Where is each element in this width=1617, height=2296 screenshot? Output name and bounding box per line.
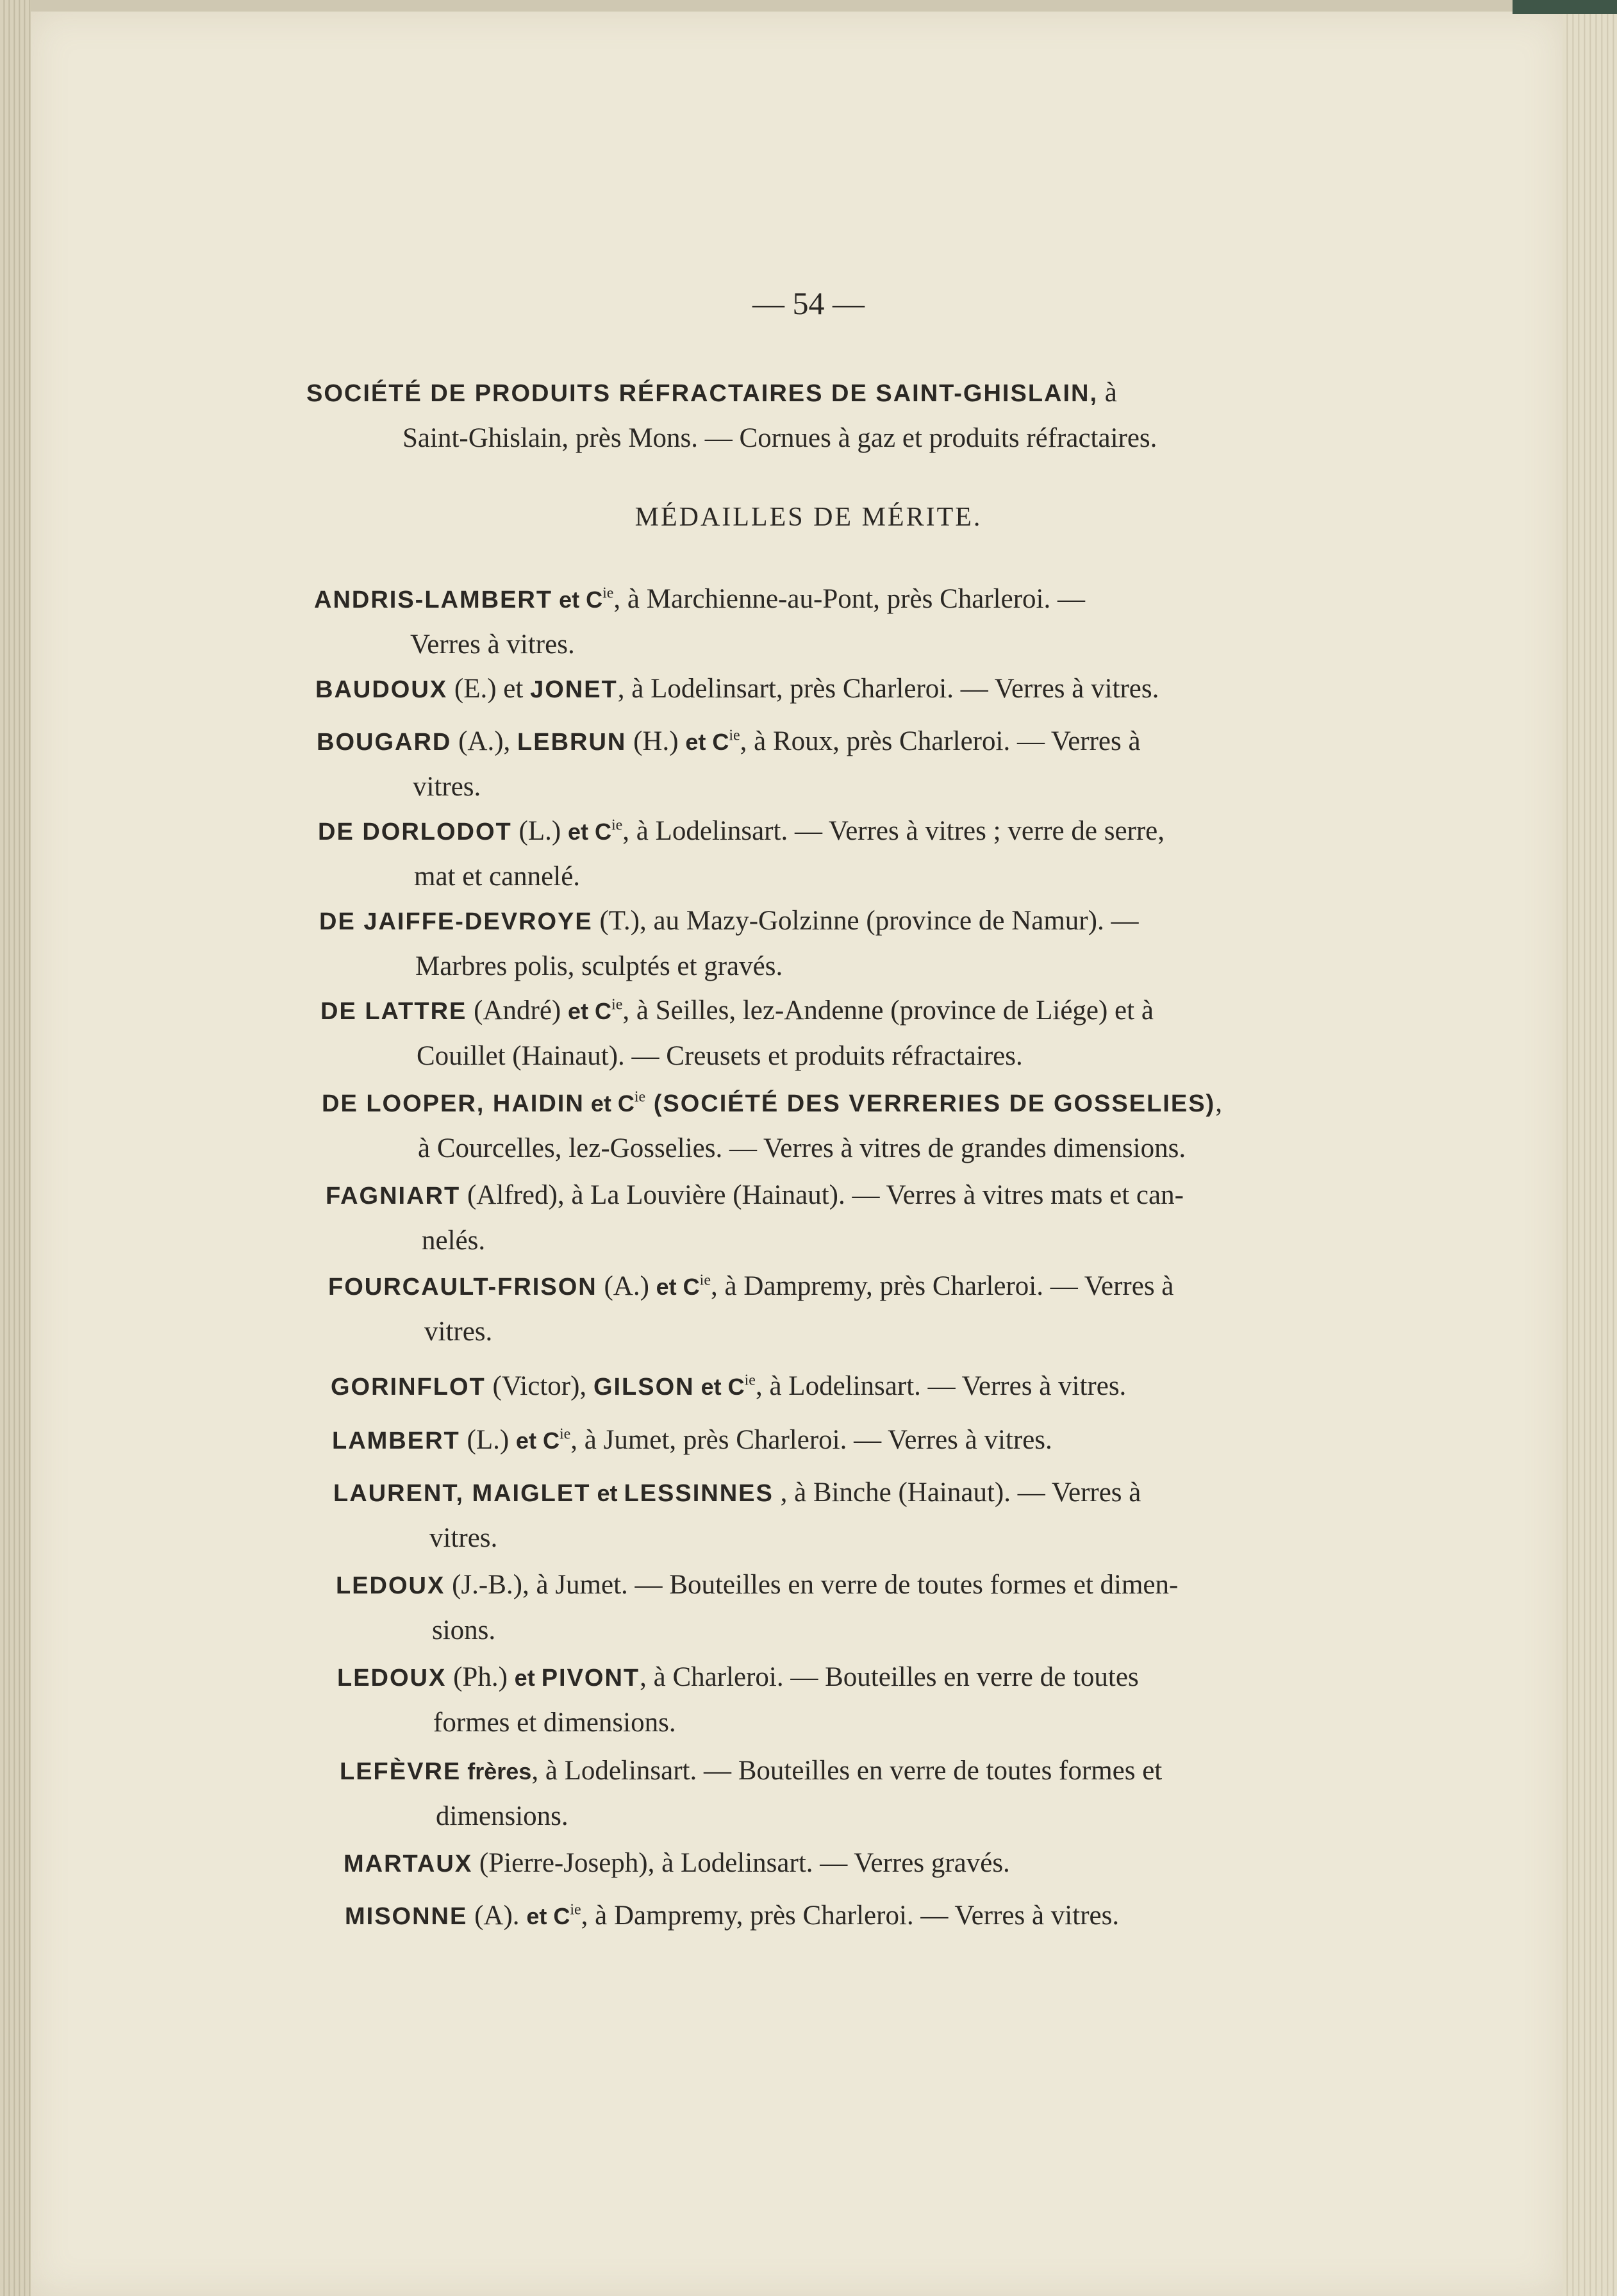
superscript: ie <box>570 1901 581 1918</box>
entry-company: C <box>712 729 729 755</box>
entry-name-2: (SOCIÉTÉ DES VERRERIES DE GOSSELIES) <box>645 1090 1216 1117</box>
entry-et: et <box>584 1090 618 1117</box>
entry-continuation: à Courcelles, lez-Gosselies. — Verres à vitres de grandes dimensions. <box>418 1133 1186 1163</box>
entry-name: SOCIÉTÉ DE PRODUITS RÉFRACTAIRES DE SAINT-GHISLAIN, <box>306 380 1099 407</box>
entry-text: , à Seilles, lez-Andenne (province de Liége) et à <box>622 995 1154 1026</box>
entry-lambert <box>332 1418 1402 1463</box>
entry-text: (A). <box>467 1901 527 1931</box>
entry-text: , à Lodelinsart. — Bouteilles en verre de toutes formes et <box>531 1756 1163 1786</box>
entry-text: , à Binche (Hainaut). — Verres à <box>773 1477 1141 1508</box>
entry-name-2: PIVONT <box>541 1665 640 1692</box>
page-number: — 54 — <box>752 285 865 321</box>
superscript: ie <box>744 1372 756 1389</box>
entry-name-2: LEBRUN <box>517 729 627 756</box>
entry-text: (E.) et <box>447 674 531 704</box>
entry-name: LEDOUX <box>336 1572 445 1599</box>
entry-de-jaiffe-devroye <box>319 899 1383 989</box>
entry-andris-lambert <box>314 577 1378 667</box>
entry-martaux <box>344 1841 1414 1886</box>
entry-continuation: nelés. <box>422 1226 486 1256</box>
entry-et: et <box>694 1374 728 1400</box>
entry-text: (J.-B.), à Jumet. — Bouteilles en verre de toutes formes et dimen- <box>445 1570 1179 1600</box>
entry-et: et <box>590 1480 624 1506</box>
page-edges <box>1563 0 1617 2296</box>
entry-name: DE LATTRE <box>320 998 467 1025</box>
entry-continuation: vitres. <box>429 1523 498 1553</box>
superscript: ie <box>634 1088 646 1106</box>
entry-et: et <box>514 1665 542 1691</box>
entry-text: (L.) <box>460 1425 516 1455</box>
entry-et: frères <box>461 1758 532 1784</box>
entry-name: BAUDOUX <box>315 676 448 703</box>
entry-continuation: sions. <box>432 1615 496 1645</box>
entry-name: DE LOOPER, HAIDIN <box>322 1090 585 1117</box>
entry-text: (A.) <box>597 1271 656 1301</box>
superscript: ie <box>611 996 623 1013</box>
entry-ledoux-jb <box>336 1563 1406 1653</box>
entry-continuation: vitres. <box>424 1317 493 1347</box>
entry-company: C <box>617 1090 634 1117</box>
entry-continuation: Verres à vitres. <box>410 629 575 660</box>
entry-laurent-maiglet <box>333 1470 1404 1561</box>
entry-name: MARTAUX <box>344 1851 473 1877</box>
entry-text: , à Dampremy, près Charleroi. — Verres à <box>711 1271 1174 1301</box>
entry-text: , à Charleroi. — Bouteilles en verre de toutes <box>640 1662 1139 1692</box>
entry-et: et <box>685 729 713 755</box>
entry-text: (L.) <box>511 816 568 846</box>
entry-name: LAMBERT <box>332 1427 460 1454</box>
entry-name: LAURENT, MAIGLET <box>333 1480 591 1507</box>
entry-text: , à Marchienne-au-Pont, près Charleroi. — <box>613 584 1085 614</box>
entry-saint-ghislain <box>306 370 1377 461</box>
superscript: ie <box>729 727 740 744</box>
entry-et: et <box>526 1903 554 1929</box>
entry-text: , à Jumet, près Charleroi. — Verres à vitres. <box>570 1425 1052 1455</box>
entry-company: C <box>594 819 611 845</box>
entry-lefevre <box>340 1749 1410 1839</box>
entry-de-dorlodot <box>318 809 1382 899</box>
entry-name: LEDOUX <box>337 1665 447 1692</box>
entry-et: et <box>552 586 586 613</box>
entry-name: LEFÈVRE <box>340 1758 461 1785</box>
entry-et: et <box>656 1274 683 1300</box>
entry-fourcault-frison <box>328 1264 1398 1354</box>
entry-continuation: mat et cannelé. <box>414 861 581 892</box>
entry-text: , à Dampremy, près Charleroi. — Verres à vitres. <box>581 1901 1120 1931</box>
entry-name-2: LESSINNES <box>624 1480 774 1507</box>
entry-continuation: Saint-Ghislain, près Mons. — Cornues à gaz et produits réfractaires. <box>402 423 1157 453</box>
entry-gorinflot <box>331 1364 1401 1410</box>
cover-binding <box>1513 0 1617 14</box>
superscript: ie <box>602 585 614 602</box>
entry-continuation: Couillet (Hainaut). — Creusets et produits réfractaires. <box>417 1041 1023 1071</box>
entry-name: ANDRIS-LAMBERT <box>314 586 553 613</box>
entry-text: (Alfred), à La Louvière (Hainaut). — Verres à vitres mats et can- <box>460 1180 1184 1210</box>
superscript: ie <box>611 817 623 834</box>
entry-text: , à Lodelinsart. — Verres à vitres. <box>755 1371 1127 1401</box>
entry-text: à <box>1098 378 1117 408</box>
entry-name: DE JAIFFE-DEVROYE <box>319 908 593 935</box>
entry-text: (T.), au Mazy-Golzinne (province de Namur). — <box>592 906 1139 936</box>
entry-fagniart <box>326 1173 1396 1263</box>
entry-et: et <box>568 998 595 1024</box>
entry-de-lattre <box>320 988 1388 1079</box>
section-heading: MÉDAILLES DE MÉRITE. <box>634 503 983 532</box>
entry-text: (Ph.) <box>446 1662 515 1692</box>
entry-name: FAGNIART <box>326 1183 461 1210</box>
entry-company: C <box>586 586 603 613</box>
entry-name: FOURCAULT-FRISON <box>328 1274 597 1301</box>
entry-name: BOUGARD <box>317 729 452 756</box>
entry-name: DE DORLODOT <box>318 819 512 845</box>
entry-continuation: formes et dimensions. <box>433 1708 676 1738</box>
entry-name: GORINFLOT <box>331 1374 486 1401</box>
superscript: ie <box>699 1272 711 1289</box>
entry-continuation: Marbres polis, sculptés et gravés. <box>415 951 783 981</box>
entry-text: (A.), <box>451 726 518 756</box>
entry-name-2: JONET <box>530 676 618 703</box>
entry-et: et <box>515 1427 543 1454</box>
entry-baudoux <box>315 667 1379 712</box>
book-gutter <box>0 0 31 2296</box>
entry-company: C <box>553 1903 570 1929</box>
entry-text: , à Roux, près Charleroi. — Verres à <box>740 726 1141 756</box>
entry-company: C <box>595 998 612 1024</box>
entry-text: , à Lodelinsart. — Verres à vitres ; verre de serre, <box>622 816 1165 846</box>
entry-bougard <box>317 719 1381 810</box>
entry-name-2: GILSON <box>593 1374 695 1401</box>
entry-text: (Pierre-Joseph), à Lodelinsart. — Verres gravés. <box>472 1848 1010 1878</box>
entry-text: , à Lodelinsart, près Charleroi. — Verres à vitres. <box>617 674 1159 704</box>
entry-text: (André) <box>467 995 568 1026</box>
entry-misonne <box>345 1893 1415 1939</box>
entry-continuation: vitres. <box>413 772 481 802</box>
entry-text: (Victor), <box>485 1371 593 1401</box>
entry-company: C <box>542 1427 560 1454</box>
entry-continuation: dimensions. <box>436 1801 568 1831</box>
entry-name: MISONNE <box>345 1903 468 1930</box>
entry-text: (H.) <box>626 726 686 756</box>
entry-ledoux-pivont <box>337 1655 1407 1745</box>
entry-company: C <box>727 1374 745 1400</box>
entry-text: , <box>1215 1088 1222 1118</box>
entry-company: C <box>683 1274 700 1300</box>
entry-et: et <box>567 819 595 845</box>
superscript: ie <box>559 1426 571 1443</box>
entry-de-looper <box>322 1081 1398 1171</box>
